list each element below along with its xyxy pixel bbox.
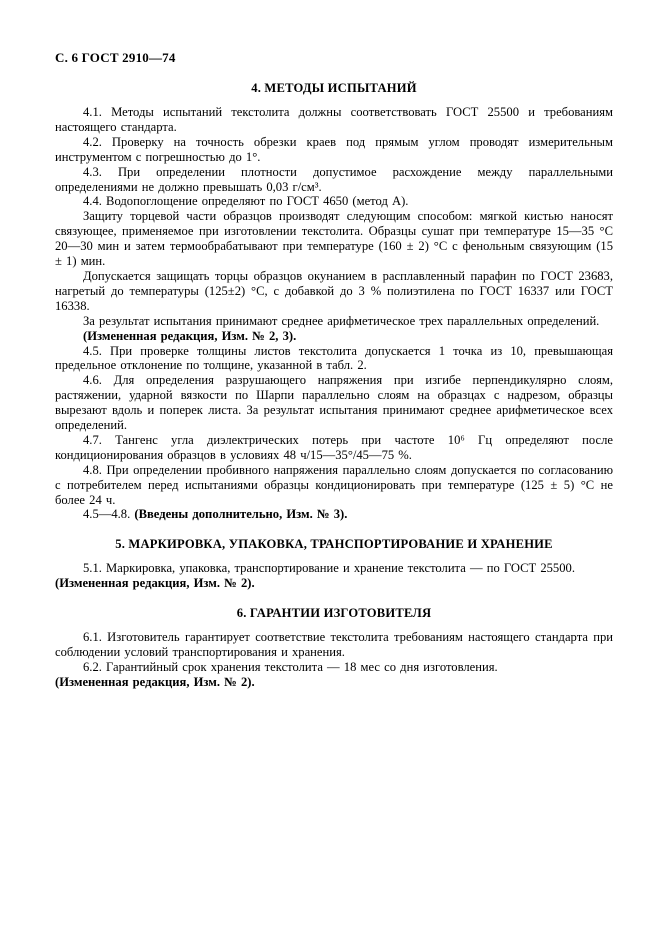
paragraph: 4.5. При проверке толщины листов текстолита допускается 1 точка из 10, превышающая предельное отклонение по толщине, указанной в табл. 2. — [55, 343, 613, 373]
paragraph: 4.2. Проверку на точность обрезки краев под прямым углом проводят измерительным инструментом с погрешностью до 1°. — [55, 134, 613, 164]
paragraph — [55, 507, 613, 522]
section-heading: 6. ГАРАНТИИ ИЗГОТОВИТЕЛЯ — [236, 606, 432, 621]
paragraph: Защиту торцевой части образцов производят следующим способом: мягкой кистью наносят связующее, применяемое при изготовлении текстолита. Образцы сушат при температуре 15—35 °С 20—30 мин и затем термообрабатывают при температуре (160 ± 2) °С с фенольным связующим (15 ± 1) мин. — [55, 209, 613, 269]
section-heading: 5. МАРКИРОВКА, УПАКОВКА, ТРАНСПОРТИРОВАНИЕ И ХРАНЕНИЕ — [115, 537, 553, 552]
paragraph: Допускается защищать торцы образцов окунанием в расплавленный парафин по ГОСТ 23683, нагретый до температуры (125±2) °С, с добавкой до 3 % полиэтилена по ГОСТ 16337 или ГОСТ 16338. — [55, 268, 613, 313]
paragraph-part: 4.5—4.8. — [83, 507, 135, 522]
paragraph: (Измененная редакция, Изм. № 2). — [55, 576, 255, 591]
document-body — [55, 81, 613, 690]
paragraph: 4.7. Тангенс угла диэлектрических потерь при частоте 10⁶ Гц определяют после кондиционирования образцов в условиях 48 ч/15—35°/45—75 %. — [55, 432, 613, 462]
paragraph: 4.3. При определении плотности допустимое расхождение между параллельными определениями не должно превышать 0,03 г/см³. — [55, 164, 613, 194]
paragraph: 4.6. Для определения разрушающего напряжения при изгибе перпендикулярно слоям, растяжении, ударной вязкости по Шарпи параллельно слоям на образцах с надрезом, образцы вырезают вдоль и поперек листа. За результат испытания принимают среднее арифметическое всех определений. — [55, 373, 613, 433]
paragraph: (Измененная редакция, Изм. № 2). — [55, 674, 255, 689]
paragraph: 5.1. Маркировка, упаковка, транспортирование и хранение текстолита — по ГОСТ 25500. — [83, 561, 575, 576]
paragraph: (Измененная редакция, Изм. № 2, 3). — [83, 328, 297, 343]
paragraph: 4.4. Водопоглощение определяют по ГОСТ 4650 (метод А). — [83, 194, 409, 209]
paragraph: 4.1. Методы испытаний текстолита должны соответствовать ГОСТ 25500 и требованиям настоящего стандарта. — [55, 105, 613, 134]
section-heading: 4. МЕТОДЫ ИСПЫТАНИЙ — [251, 81, 417, 95]
paragraph: 4.8. При определении пробивного напряжения параллельно слоям допускается по согласованию с потребителем перед испытаниями образцы кондиционировать при температуре (125 ± 5) °С не более 24 ч. — [55, 462, 613, 507]
paragraph-part: (Введены дополнительно, Изм. № 3). — [134, 507, 348, 522]
paragraph: 6.2. Гарантийный срок хранения текстолита — 18 мес со дня изготовления. — [83, 660, 498, 674]
paragraph: 6.1. Изготовитель гарантирует соответствие текстолита требованиям настоящего стандарта при соблюдении условий транспортирования и хранения. — [55, 630, 613, 660]
paragraph: За результат испытания принимают среднее арифметическое трех параллельных определений. — [83, 313, 600, 328]
page-header: С. 6 ГОСТ 2910—74 — [55, 50, 176, 65]
